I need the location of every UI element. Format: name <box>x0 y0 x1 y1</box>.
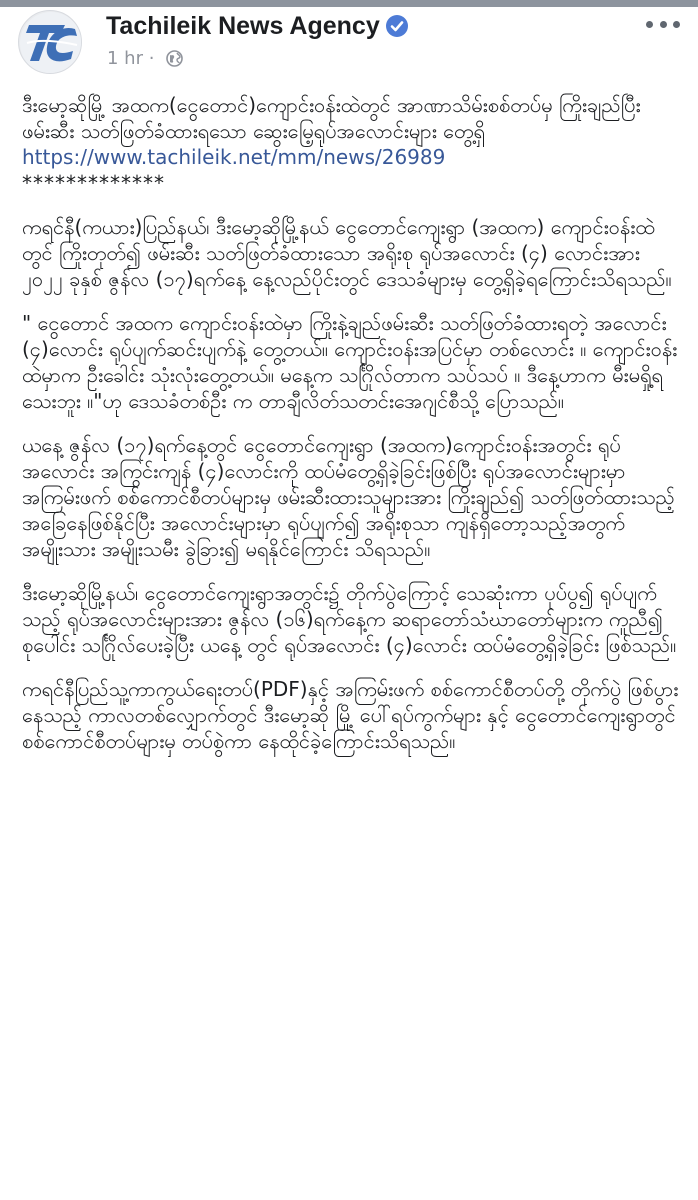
post-paragraph: ယနေ့ ဇွန်လ (၁၇)ရက်နေ့တွင် ငွေတောင်ကျေးရွာ (အထက)ကျောင်းဝန်းအတွင်း ရုပ်အလောင်း အကြွင်းကျန် (၄)လောင်းကို ထပ်မံတွေ့ရှိခဲ့ခြင်းဖြစ်ပြီး ရုပ်အလောင်းများမှာ အကြမ်းဖက် စစ်ကောင်စီတပ်များမှ ဖမ်းဆီးထားသူများအား ကြိုးချည်၍ သတ်ဖြတ်ထားသည့် အခြေနေဖြစ်နိုင်ပြီး အလောင်းများမှာ ရုပ်ပျက်၍ အရိုးစုသာ ကျန်ရှိတော့သည့်အတွက် အမျိုးသား အမျိုးသမီး ခွဲခြား၍ မရနိုင်ကြောင်း သိရသည်။ <box>22 433 675 561</box>
meta-separator: · <box>148 48 155 69</box>
post-paragraph-quote: " ငွေတောင် အထက ကျောင်းဝန်းထဲမှာ ကြိုးနဲ့ချည်ဖမ်းဆီး သတ်ဖြတ်ခံထားရတဲ့ အလောင်း (၄)လောင်း ရုပ်ပျက်ဆင်းပျက်နဲ့ တွေ့တယ်။ ကျောင်းဝန်းအပြင်မှာ တစ်လောင်း ။ ကျောင်းဝန်းထဲမှာက ဦးခေါင်း သုံးလုံးတွေ့တယ်။ မနေ့က သင်္ဂြိုလ်တာက သပ်သပ် ။ ဒီနေ့ဟာက မီးမရှို့ရသေးဘူး ။"ဟု ဒေသခံတစ်ဦး က တာချီလိတ်သတင်းအေဂျင်စီသို့ ပြောသည်။ <box>22 311 678 413</box>
post-time[interactable]: 1 hr <box>107 48 143 69</box>
tachileik-logo <box>19 11 82 74</box>
news-link[interactable]: https://www.tachileik.net/mm/news/26989 <box>22 145 446 169</box>
post-headline-block <box>22 92 682 196</box>
post-header <box>18 10 680 70</box>
more-dot <box>646 21 653 28</box>
post-paragraph: ဒီးမော့ဆိုမြို့နယ်၊ ငွေတောင်ကျေးရွာအတွင်း၌ တိုက်ပွဲကြောင့် သေဆုံးကာ ပုပ်ပွ၍ ရုပ်ပျက်သည့် ရုပ်အလောင်းများအား ဇွန်လ (၁၆)ရက်နေ့က ဆရာတော်သံဃာတော်များက ကူညီ၍ စုပေါင်း သင်္ဂြိုလ်ပေးခဲ့ပြီး ယနေ့ တွင် ရုပ်အလောင်း (၄)လောင်း ထပ်မံတွေ့ရှိခဲ့ခြင်း ဖြစ်သည်။ <box>22 581 677 657</box>
post-meta <box>107 48 183 69</box>
status-strip <box>0 0 698 7</box>
page-name-link[interactable]: Tachileik News Agency <box>106 12 380 40</box>
page-avatar[interactable] <box>18 10 82 74</box>
page-name-row <box>106 12 408 41</box>
more-dot <box>660 21 667 28</box>
more-dot <box>673 21 680 28</box>
verified-badge-icon <box>386 15 408 37</box>
star-separator: ************* <box>22 171 165 195</box>
post-paragraph: ကရင်နီ(ကယား)ပြည်နယ်၊ ဒီးမော့ဆိုမြို့နယ် ငွေတောင်ကျေးရွာ (အထက) ကျောင်းဝန်းထဲတွင် ကြိုးတုတ်၍ ဖမ်းဆီး သတ်ဖြတ်ခံထားသော အရိုးစု ရုပ်အလောင်း (၄) လောင်းအား ၂၀၂၂ ခုနှစ် ဇွန်လ (၁၇)ရက်နေ့ နေ့လည်ပိုင်းတွင် ဒေသခံများမှ တွေ့ရှိခဲ့ရကြောင်းသိရသည်။ <box>22 215 672 291</box>
post-paragraph: ကရင်နီပြည်သူ့ကာကွယ်ရေးတပ်(PDF)နှင့် အကြမ်းဖက် စစ်ကောင်စီတပ်တို့ တိုက်ပွဲ ဖြစ်ပွားနေသည့် ကာလတစ်လျှောက်တွင် ဒီးမော့ဆို မြို့ ပေါ်ရပ်ကွက်များ နှင့် ငွေတောင်ကျေးရွာတွင် စစ်ကောင်စီတပ်များမှ တပ်စွဲကာ နေထိုင်ခဲ့ကြောင်းသိရသည်။ <box>22 677 679 753</box>
post-headline: ဒီးမော့ဆိုမြို့ အထက(ငွေတောင်)ကျောင်းဝန်းထဲတွင် အာဏာသိမ်းစစ်တပ်မှ ကြိုးချည်ပြီး ဖမ်းဆီး သတ်ဖြတ်ခံထားရသော ဆွေးမြေ့ရုပ်အလောင်းများ တွေ့ရှိ <box>22 93 641 143</box>
post-body <box>22 92 682 772</box>
globe-icon <box>166 50 183 67</box>
more-options-icon[interactable] <box>646 14 680 34</box>
